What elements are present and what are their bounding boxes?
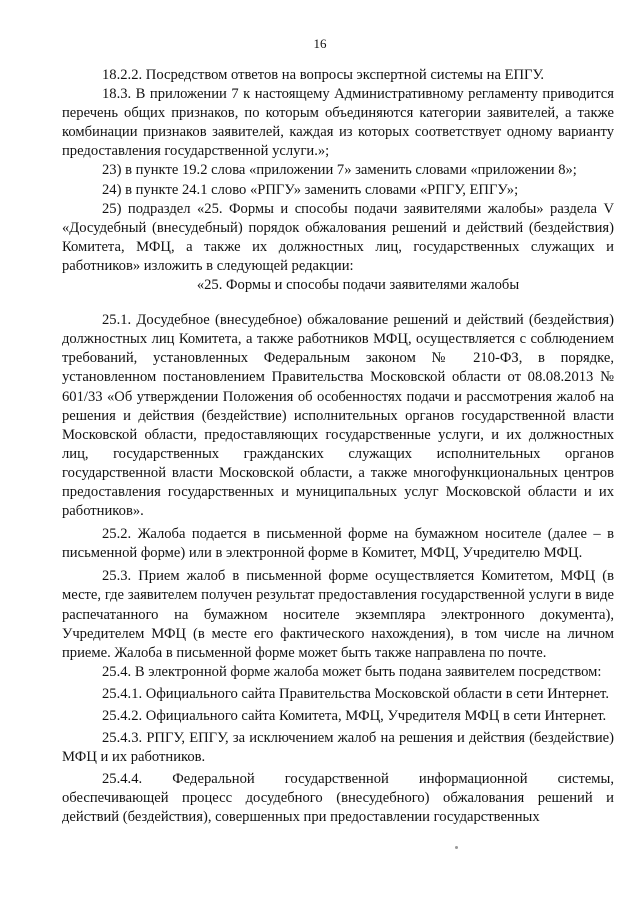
paragraph-18-2-2: 18.2.2. Посредством ответов на вопросы экспертной системы на ЕПГУ. bbox=[102, 67, 545, 83]
paragraph-item-25: 25) подраздел «25. Формы и способы подачи заявителями жалобы» раздела V «Досудебный (внесудебный) порядок обжалования решений и действий (бездействия) Комитета, МФЦ, а также их должностных лиц, государственных служащих и работников» изложить в следующей редакции: bbox=[62, 200, 614, 274]
paragraph-25-4-2: 25.4.2. Официального сайта Комитета, МФЦ, Учредителя МФЦ в сети Интернет. bbox=[102, 708, 607, 724]
paragraph-25-4-4: 25.4.4. Федеральной государственной информационной системы, обеспечивающей процесс досудебного (внесудебного) обжалования решений и действий (бездействия), совершенных при предоставлении государственных bbox=[62, 771, 614, 826]
paragraph-25-4-3: 25.4.3. РПГУ, ЕПГУ, за исключением жалоб на решения и действия (бездействие) МФЦ и их работников. bbox=[62, 730, 614, 766]
scan-speck bbox=[455, 846, 458, 849]
paragraph-25-4: 25.4. В электронной форме жалоба может быть подана заявителем посредством: bbox=[102, 663, 602, 680]
page-number: 16 bbox=[313, 36, 327, 51]
paragraph-25-2: 25.2. Жалоба подается в письменной форме на бумажном носителе (далее – в письменной форме) или в электронной форме в Комитет, МФЦ, Учредителю МФЦ. bbox=[62, 526, 614, 562]
paragraph-25-1: 25.1. Досудебное (внесудебное) обжалование решений и действий (бездействия) должностных лиц Комитета, а также работников МФЦ, осуществляется с соблюдением требований, установленных Федеральным законом № 210-ФЗ, в порядке, установленном постановлением Правительства Московской области от 08.08.2013 № 601/33 «Об утверждении Положения об особенностях подачи и рассмотрения жалоб на решения и действия (бездействие) исполнительных органов государственной власти Московской области, предоставляющих государственные услуги, и их должностных лиц, государственных гражданских служащих исполнительных органов государственной власти Московской области, а также многофункциональных центров предоставления государственных и муниципальных услуг Московской области и их работников». bbox=[62, 312, 614, 520]
paragraph-item-24: 24) в пункте 24.1 слово «РПГУ» заменить словами «РПГУ, ЕПГУ»; bbox=[102, 181, 519, 198]
paragraph-18-3: 18.3. В приложении 7 к настоящему Административному регламенту приводится перечень общих признаков, по которым объединяются категории заявителей, а также комбинации признаков заявителей, каждая из которых соответствует одному варианту предоставления государственной услуги.»; bbox=[62, 86, 614, 160]
paragraph-25-3: 25.3. Прием жалоб в письменной форме осуществляется Комитетом, МФЦ (в месте, где заявителем получен результат предоставления государственной услуги в виде распечатанного на бумажном носителе экземпляра электронного документа), Учредителем МФЦ (в месте его фактического нахождения), в том числе на личном приеме. Жалоба в письменной форме может быть также направлена по почте. bbox=[62, 568, 614, 661]
paragraph-item-23: 23) в пункте 19.2 слова «приложении 7» заменить словами «приложении 8»; bbox=[102, 162, 577, 179]
document-body bbox=[62, 66, 614, 828]
paragraph-25-4-1: 25.4.1. Официального сайта Правительства Московской области в сети Интернет. bbox=[102, 685, 609, 702]
section-spacer bbox=[62, 295, 614, 311]
section-heading-25: «25. Формы и способы подачи заявителями жалобы bbox=[196, 277, 520, 294]
